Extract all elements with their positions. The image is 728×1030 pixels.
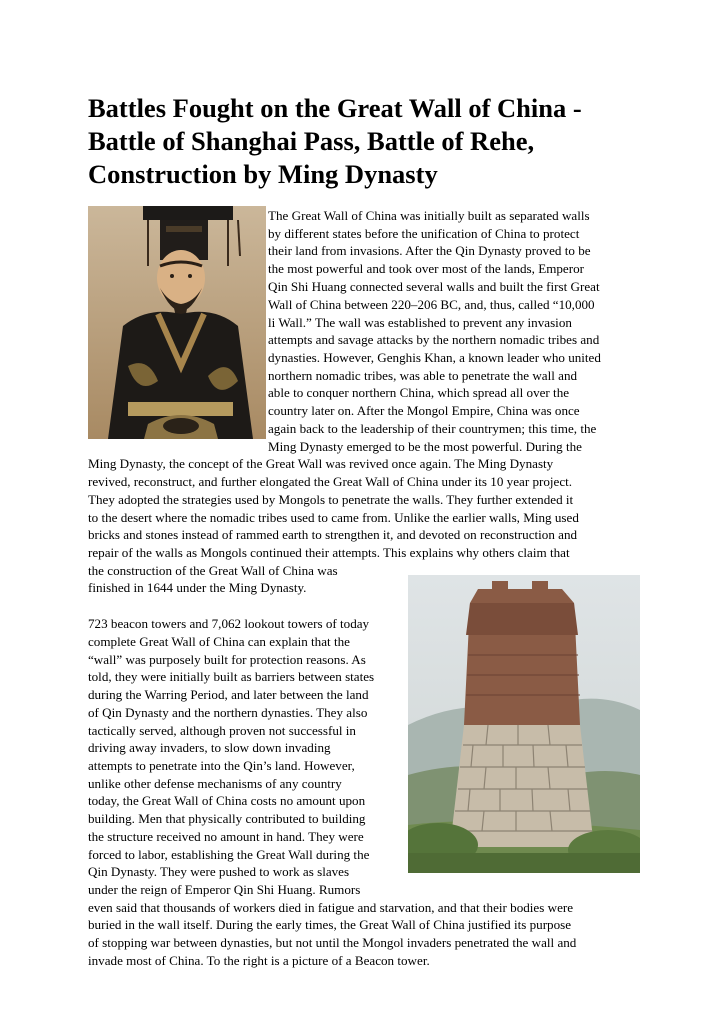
text-line: to the desert where the nomadic tribes used to came from. Unlike the earlier walls, Ming used xyxy=(88,510,579,525)
text-line: 723 beacon towers and 7,062 lookout towers of today xyxy=(88,616,370,631)
text-line: “wall” was purposely built for protection reasons. As xyxy=(88,652,366,667)
text-line: during the Warring Period, and later between the land xyxy=(88,687,369,702)
beacon-tower-image xyxy=(408,575,640,873)
text-line: the structure received no amount in hand. They were xyxy=(88,829,364,844)
text-line: under the reign of Emperor Qin Shi Huang. Rumors xyxy=(88,882,361,897)
text-line: finished in 1644 under the Ming Dynasty. xyxy=(88,580,307,595)
text-line: of Qin Dynasty and the northern dynasties. They also xyxy=(88,705,368,720)
text-line: dynasties. However, Genghis Khan, a known leader who united xyxy=(268,350,601,365)
text-line: country later on. After the Mongol Empire, China was once xyxy=(268,403,580,418)
title-line: Construction by Ming Dynasty xyxy=(88,159,438,189)
text-line: The Great Wall of China was initially built as separated walls xyxy=(268,208,590,223)
text-line: revived, reconstruct, and further elongated the Great Wall of China under its 10 year project. xyxy=(88,474,573,489)
text-line: again back to the leadership of their countrymen; this time, the xyxy=(268,421,597,436)
text-line: their land from invasions. After the Qin Dynasty proved to be xyxy=(268,243,591,258)
text-line: bricks and stones instead of rammed earth to strengthen it, and devoted on reconstruction and xyxy=(88,527,578,542)
text-line: unlike other defense mechanisms of any country xyxy=(88,776,342,791)
text-line: told, they were initially built as barriers between states xyxy=(88,669,375,684)
text-line: Ming Dynasty, the concept of the Great Wall was revived once again. The Ming Dynasty xyxy=(88,456,554,471)
text-line: repair of the walls as Mongols continued their attempts. This explains why others claim that xyxy=(88,545,570,560)
text-line: driving away invaders, to slow down invading xyxy=(88,740,331,755)
title-line: Battles Fought on the Great Wall of China - xyxy=(88,93,582,123)
text-line: They adopted the strategies used by Mongols to penetrate the walls. They further extended it xyxy=(88,492,574,507)
text-line: able to conquer northern China, which spread all over the xyxy=(268,385,570,400)
text-line: the most powerful and took over most of the lands, Emperor xyxy=(268,261,585,276)
text-line: building. Men that physically contributed to building xyxy=(88,811,366,826)
text-line: li Wall.” The wall was established to prevent any invasion xyxy=(268,315,572,330)
text-line: the construction of the Great Wall of China was xyxy=(88,563,338,578)
text-line: northern nomadic tribes, was able to penetrate the wall and xyxy=(268,368,578,383)
text-line: Qin Shi Huang connected several walls and built the first Great xyxy=(268,279,600,294)
text-line: Ming Dynasty emerged to be the most powerful. During the xyxy=(268,439,582,454)
emperor-portrait-image xyxy=(88,206,266,439)
text-line: Wall of China between 220–206 BC, and, thus, called “10,000 xyxy=(268,297,595,312)
text-line: attempts to penetrate into the Qin’s land. However, xyxy=(88,758,355,773)
text-line: Qin Dynasty. They were pushed to work as slaves xyxy=(88,864,350,879)
document-title xyxy=(88,92,698,191)
text-line: today, the Great Wall of China costs no amount upon xyxy=(88,793,366,808)
text-line: invade most of China. To the right is a picture of a Beacon tower. xyxy=(88,953,430,968)
text-line: buried in the wall itself. During the early times, the Great Wall of China justified its purpose xyxy=(88,917,572,932)
text-line: even said that thousands of workers died in fatigue and starvation, and that their bodies were xyxy=(88,900,574,915)
text-line: attempts and savage attacks by the northern nomadic tribes and xyxy=(268,332,600,347)
title-line: Battle of Shanghai Pass, Battle of Rehe, xyxy=(88,126,535,156)
text-line: of stopping war between dynasties, but not until the Mongol invaders penetrated the wall and xyxy=(88,935,577,950)
text-line: complete Great Wall of China can explain that the xyxy=(88,634,350,649)
text-line: by different states before the unification of China to protect xyxy=(268,226,580,241)
text-line: forced to labor, establishing the Great Wall during the xyxy=(88,847,370,862)
text-line: tactically served, although proven not successful in xyxy=(88,723,356,738)
